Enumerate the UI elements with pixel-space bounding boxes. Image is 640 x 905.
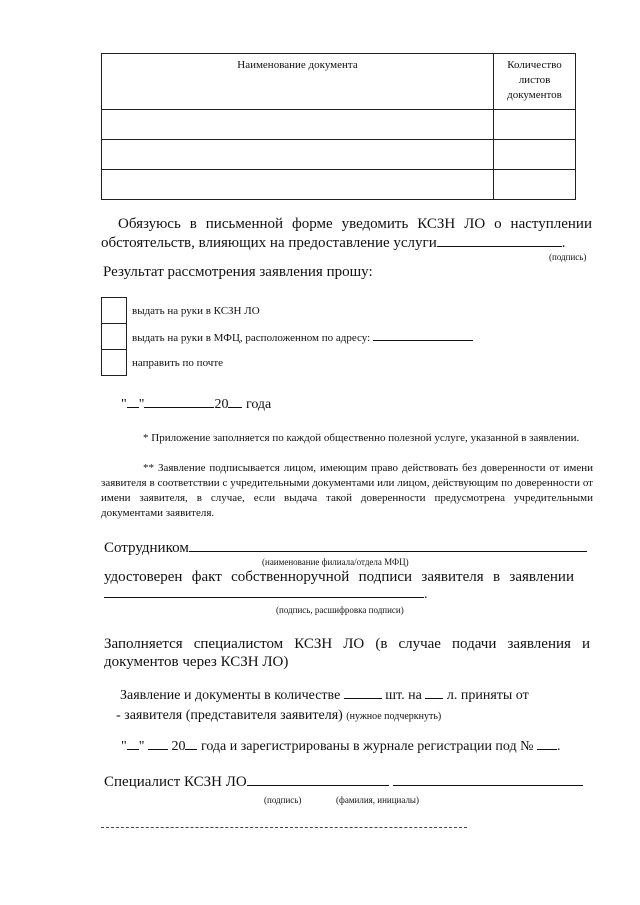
kszn-docs-line: Заявление и документы в количестве шт. на л. приняты от [120, 688, 529, 703]
year-field[interactable] [228, 407, 242, 408]
signature-caption: (подпись) [549, 252, 587, 262]
result-checkboxes [101, 297, 127, 376]
specialist-name-field[interactable] [393, 785, 583, 786]
sheets-count-field[interactable] [425, 698, 443, 699]
cut-line-divider [101, 827, 467, 828]
option-mail-label: направить по почте [132, 357, 224, 369]
kszn-heading-line1: Заполняется специалистом КСЗН ЛО (в случае подачи заявления и [104, 636, 590, 652]
specialist-signature-field[interactable] [247, 785, 389, 786]
date-line: " " 20 года [121, 397, 272, 412]
specialist-sign-caption: (подпись) [264, 795, 302, 805]
specialist-label: Специалист КСЗН ЛО [104, 774, 247, 790]
docs-count-field[interactable] [344, 698, 382, 699]
doc-qty-cell[interactable] [494, 110, 576, 140]
kszn-reg-line: " " 20 года и зарегистрированы в журнале регистрации под № . [121, 739, 561, 754]
col-qty-header: Количество листов документов [494, 54, 576, 110]
reg-year-field[interactable] [185, 749, 197, 750]
staff-sign-line: . [104, 587, 428, 603]
doc-name-cell[interactable] [102, 170, 494, 200]
kszn-from-line: - заявителя (представителя заявителя) (нужное подчеркнуть) [116, 708, 442, 723]
table-row [102, 140, 576, 170]
checkbox-mfc[interactable] [101, 323, 127, 349]
result-heading: Результат рассмотрения заявления прошу: [103, 264, 373, 280]
col-name-header: Наименование документа [102, 54, 494, 110]
mfc-branch-line[interactable] [189, 551, 587, 552]
table-row [102, 170, 576, 200]
branch-caption: (наименование филиала/отдела МФЦ) [262, 557, 409, 567]
checkbox-kszn[interactable] [101, 297, 127, 323]
checkbox-mail[interactable] [101, 349, 127, 376]
obligation-text: обстоятельств, влияющих на предоставление услуги [101, 235, 437, 251]
staff-line [104, 540, 587, 557]
mfc-address-line[interactable] [373, 340, 473, 341]
doc-name-cell[interactable] [102, 140, 494, 170]
specialist-name-caption: (фамилия, инициалы) [336, 795, 419, 805]
doc-qty-cell[interactable] [494, 140, 576, 170]
obligation-line2: обстоятельств, влияющих на предоставление услуги . [101, 235, 566, 251]
reg-month-field[interactable] [148, 749, 168, 750]
note-1: * Приложение заполняется по каждой общественно полезной услуге, указанной в заявлении. [143, 432, 580, 444]
staff-sign-caption: (подпись, расшифровка подписи) [276, 605, 404, 615]
documents-table [101, 53, 576, 200]
reg-day-field[interactable] [127, 749, 139, 750]
option-mfc [132, 332, 473, 344]
doc-name-cell[interactable] [102, 110, 494, 140]
doc-qty-cell[interactable] [494, 170, 576, 200]
note-2: ** Заявление подписывается лицом, имеющим право действовать без доверенности от имени заявителя в соответствии с учредительными документами или лицом, действующим по доверенности от имени заявителя, в случае, если выдача такой доверенности предусмотрена учредительными документами заявителя. [101, 462, 593, 519]
day-field[interactable] [127, 407, 139, 408]
obligation-line1: Обязуюсь в письменной форме уведомить КСЗН ЛО о наступлении [118, 216, 592, 232]
staff-label: Сотрудником [104, 540, 189, 556]
staff-signature-field[interactable] [104, 597, 424, 598]
signature-line[interactable] [437, 246, 562, 247]
table-row [102, 110, 576, 140]
staff-certify-text: удостоверен факт собственноручной подписи заявителя в заявлении [104, 569, 574, 585]
option-mfc-label: выдать на руки в МФЦ, расположенном по адресу: [132, 332, 371, 344]
month-field[interactable] [144, 407, 214, 408]
option-kszn-label: выдать на руки в КСЗН ЛО [132, 305, 260, 317]
reg-number-field[interactable] [537, 749, 557, 750]
kszn-heading-line2: документов через КСЗН ЛО) [104, 654, 289, 670]
table-header-row [102, 54, 576, 110]
kszn-specialist-line [104, 774, 583, 791]
